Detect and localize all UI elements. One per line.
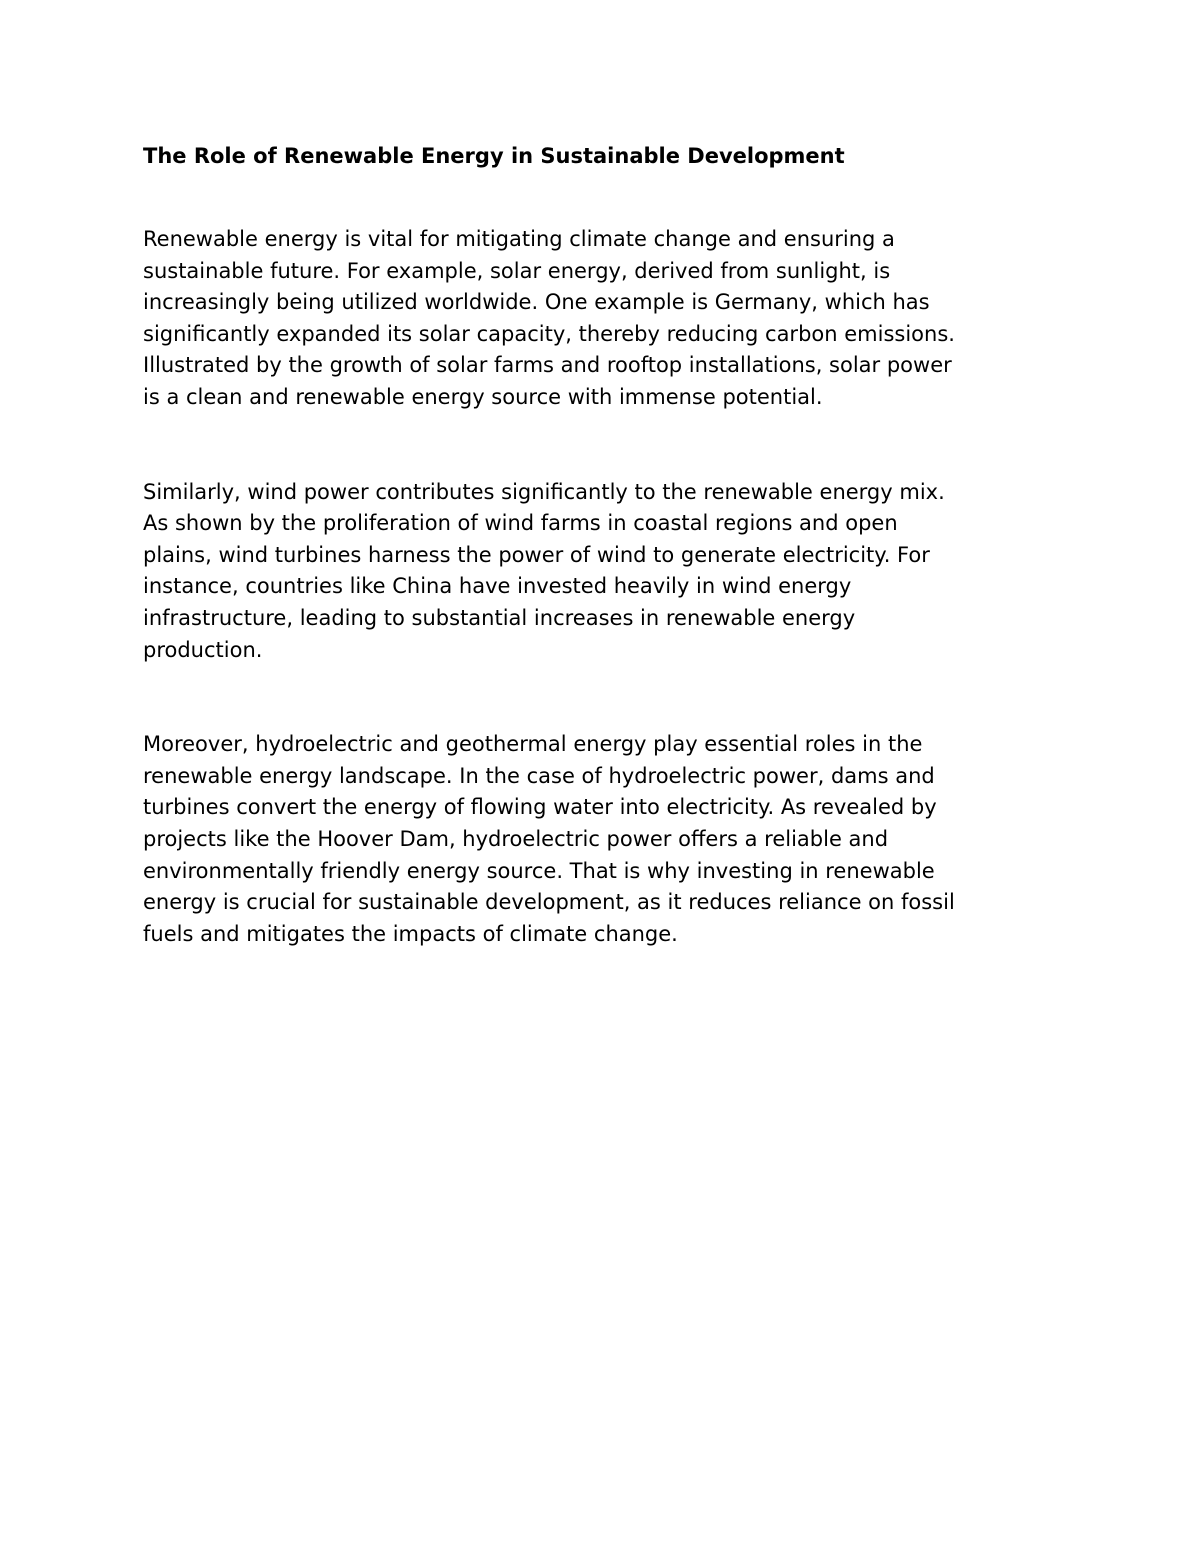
paragraph-line: projects like the Hoover Dam, hydroelectric power offers a reliable and	[143, 826, 889, 851]
paragraph-line: plains, wind turbines harness the power of wind to generate electricity. For	[143, 542, 930, 567]
paragraph-line: turbines convert the energy of flowing water into electricity. As revealed by	[143, 795, 937, 820]
paragraph-line: sustainable future. For example, solar energy, derived from sunlight, is	[143, 258, 891, 283]
paragraph-line: Similarly, wind power contributes significantly to the renewable energy mix.	[143, 479, 945, 504]
paragraph-solar	[143, 224, 1063, 414]
document-title: The Role of Renewable Energy in Sustainable Development	[143, 144, 845, 168]
paragraph-hydro-geothermal	[143, 729, 1063, 950]
paragraph-line: energy is crucial for sustainable development, as it reduces reliance on fossil	[143, 890, 955, 915]
paragraph-line: is a clean and renewable energy source with immense potential.	[143, 384, 823, 409]
paragraph-line: instance, countries like China have invested heavily in wind energy	[143, 574, 852, 599]
paragraph-line: increasingly being utilized worldwide. One example is Germany, which has	[143, 290, 930, 315]
paragraph-line: significantly expanded its solar capacity, thereby reducing carbon emissions.	[143, 321, 955, 346]
document-body	[143, 140, 1063, 950]
paragraph-line: Illustrated by the growth of solar farms and rooftop installations, solar power	[143, 353, 952, 378]
paragraph-line: infrastructure, leading to substantial increases in renewable energy	[143, 605, 856, 630]
paragraph-line: renewable energy landscape. In the case of hydroelectric power, dams and	[143, 763, 935, 788]
paragraph-line: production.	[143, 637, 263, 662]
paragraph-line: Moreover, hydroelectric and geothermal energy play essential roles in the	[143, 732, 923, 757]
paragraph-line: fuels and mitigates the impacts of climate change.	[143, 921, 678, 946]
paragraph-wind	[143, 477, 1063, 667]
paragraph-line: Renewable energy is vital for mitigating climate change and ensuring a	[143, 227, 895, 251]
paragraph-line: environmentally friendly energy source. That is why investing in renewable	[143, 858, 935, 883]
paragraph-line: As shown by the proliferation of wind farms in coastal regions and open	[143, 511, 898, 536]
